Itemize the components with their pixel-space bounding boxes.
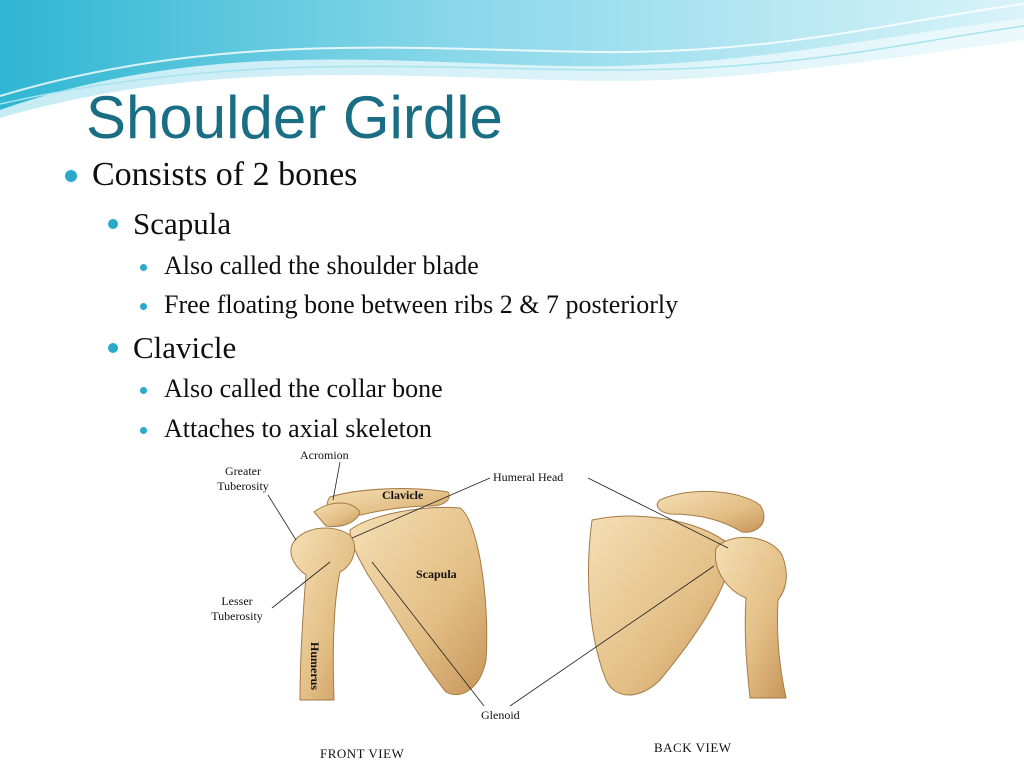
- sub-bullet-text: Free floating bone between ribs 2 & 7 posteriorly: [164, 290, 679, 319]
- bullet-dot-icon: [140, 303, 147, 310]
- bullet-dot-icon: [140, 387, 147, 394]
- bullet-dot-icon: [140, 264, 147, 271]
- label-line: Tuberosity: [217, 479, 269, 493]
- bullet-dot-icon: [140, 427, 147, 434]
- label-acromion: Acromion: [300, 448, 349, 462]
- label-greater-tuberosity: [208, 464, 278, 494]
- label-humerus: Humerus: [308, 642, 322, 690]
- label-clavicle: Clavicle: [382, 488, 424, 502]
- sub-bullet-text: Also called the shoulder blade: [164, 251, 479, 280]
- bullet-dot-icon: [108, 219, 118, 229]
- caption-front-view: FRONT VIEW: [320, 746, 405, 761]
- label-line: Lesser: [221, 594, 253, 608]
- bullet-text-scapula: Scapula: [133, 206, 232, 241]
- bullet-text-consists: Consists of 2 bones: [92, 156, 358, 193]
- back-view-bones: [588, 491, 786, 698]
- bullet-text-clavicle: Clavicle: [133, 330, 237, 365]
- label-line: Tuberosity: [211, 609, 263, 623]
- slide-title: Shoulder Girdle: [86, 84, 503, 151]
- label-humeral-head: Humeral Head: [493, 470, 564, 484]
- sub-bullet-text: Attaches to axial skeleton: [164, 414, 432, 443]
- caption-back-view: BACK VIEW: [654, 740, 732, 755]
- bullet-dot-icon: [65, 170, 77, 182]
- sub-bullet-text: Also called the collar bone: [164, 374, 443, 403]
- bullet-dot-icon: [108, 343, 118, 353]
- label-line: Greater: [225, 464, 261, 478]
- label-scapula: Scapula: [416, 567, 457, 581]
- label-glenoid: Glenoid: [481, 708, 520, 722]
- label-lesser-tuberosity: [202, 594, 272, 624]
